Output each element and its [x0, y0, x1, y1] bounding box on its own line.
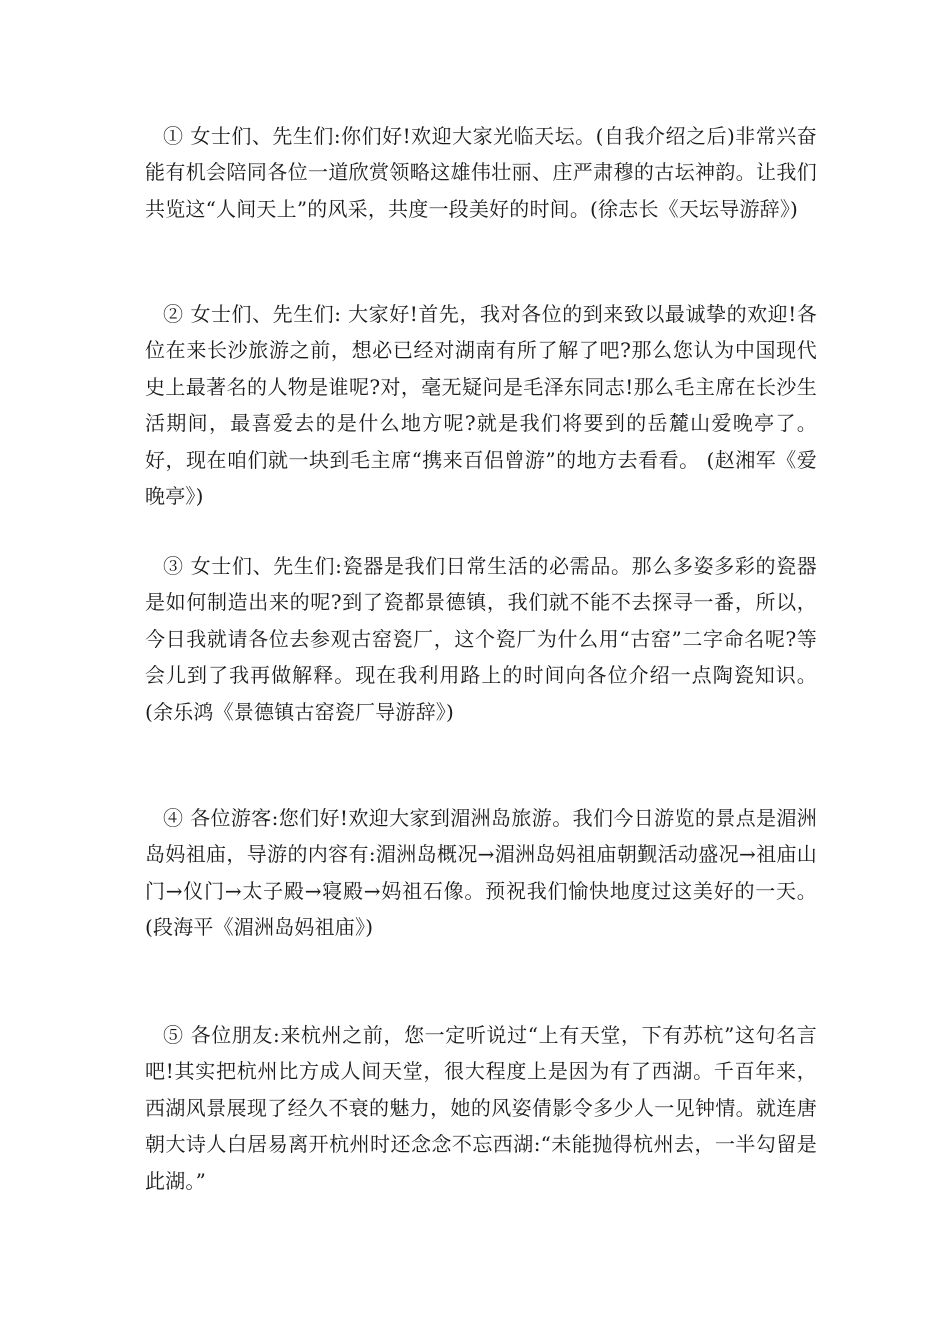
paragraph-aiwanting: ② 女士们、先生们: 大家好!首先，我对各位的到来致以最诚挚的欢迎!各位在来长沙旅游之前，想必已经对湖南有所了解了吧?那么您认为中国现代史上最著名的人物是谁呢?对，毫无疑问是毛泽东同志!那么毛主席在长沙生活期间，最喜爱去的是什么地方呢?就是我们将要到的岳麓山爱晚亭了。好，现在咱们就一块到毛主席“携来百侣曾游”的地方去看看。 (赵湘军《爱晚亭》) — [145, 302, 817, 509]
paragraph-meizhou: ④ 各位游客:您们好!欢迎大家到湄洲岛旅游。我们今日游览的景点是湄洲岛妈祖庙，导游的内容有:湄洲岛概况→湄洲岛妈祖庙朝觐活动盛况→祖庙山门→仪门→太子殿→寝殿→妈祖石像。预祝我们愉快地度过这美好的一天。(段海平《湄洲岛妈祖庙》) — [145, 806, 817, 940]
paragraph-jingdezhen: ③ 女士们、先生们:瓷器是我们日常生活的必需品。那么多姿多彩的瓷器是如何制造出来的呢?到了瓷都景德镇，我们就不能不去探寻一番，所以，今日我就请各位去参观古窑瓷厂，这个瓷厂为什么用“古窑”二字命名呢?等会儿到了我再做解释。现在我利用路上的时间向各位介绍一点陶瓷知识。(余乐鸿《景德镇古窑瓷厂导游辞》) — [145, 554, 817, 724]
paragraph-tiantan: ① 女士们、先生们:你们好!欢迎大家光临天坛。(自我介绍之后)非常兴奋能有机会陪同各位一道欣赏领略这雄伟壮丽、庄严肃穆的古坛神韵。让我们共览这“人间天上”的风采，共度一段美好的时间。(徐志长《天坛导游辞》) — [145, 124, 817, 221]
paragraph-hangzhou: ⑤ 各位朋友:来杭州之前，您一定听说过“上有天堂，下有苏杭”这句名言吧!其实把杭州比方成人间天堂，很大程度上是因为有了西湖。千百年来，西湖风景展现了经久不衰的魅力，她的风姿倩影令多少人一见钟情。就连唐朝大诗人白居易离开杭州时还念念不忘西湖:“未能抛得杭州去，一半勾留是此湖。” — [145, 1023, 817, 1193]
